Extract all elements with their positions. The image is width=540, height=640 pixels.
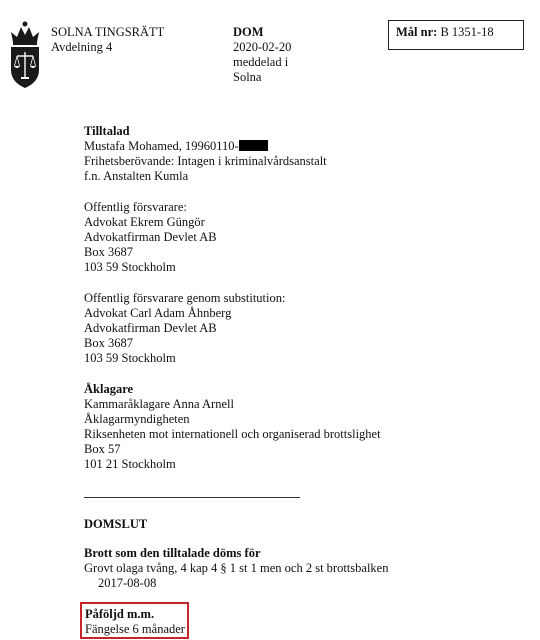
substitute-box: Box 3687 xyxy=(84,336,133,350)
counsel-name: Advokat Ekrem Güngör xyxy=(84,215,205,229)
sanction-heading: Påföljd m.m. xyxy=(85,607,155,621)
sanction-highlight-box xyxy=(80,602,189,639)
defendant-custody: Frihetsberövande: Intagen i kriminalvårdsanstalt xyxy=(84,154,327,168)
prosecutor-agency: Åklagarmyndigheten xyxy=(84,412,190,426)
defendant-name xyxy=(84,139,514,154)
prosecutor-name: Kammaråklagare Anna Arnell xyxy=(84,397,234,411)
court-header xyxy=(51,25,164,55)
counsel-title: Offentlig försvarare: xyxy=(84,200,187,214)
case-number-box xyxy=(388,20,524,50)
crime-section xyxy=(84,546,514,591)
counsel-city: 103 59 Stockholm xyxy=(84,260,176,274)
document-meta xyxy=(233,25,291,85)
crime-date: 2017-08-08 xyxy=(98,576,157,590)
issued-label: meddelad i xyxy=(233,55,289,69)
case-number-label: Mål nr: xyxy=(396,25,438,39)
defendant-heading: Tilltalad xyxy=(84,124,130,138)
substitute-name: Advokat Carl Adam Åhnberg xyxy=(84,306,232,320)
prosecutor-city: 101 21 Stockholm xyxy=(84,457,176,471)
counsel-firm: Advokatfirman Devlet AB xyxy=(84,230,217,244)
section-divider xyxy=(84,497,300,498)
verdict-heading: DOMSLUT xyxy=(84,517,148,531)
case-number: B 1351-18 xyxy=(440,25,494,39)
document-type: DOM xyxy=(233,25,264,39)
prosecutor-box: Box 57 xyxy=(84,442,121,456)
crime-heading: Brott som den tilltalade döms för xyxy=(84,546,261,560)
prosecutor-unit: Riksenheten mot internationell och organiserad brottslighet xyxy=(84,427,381,441)
court-crest-icon xyxy=(6,20,44,90)
sanction-value: Fängelse 6 månader xyxy=(85,622,185,636)
substitute-city: 103 59 Stockholm xyxy=(84,351,176,365)
redaction-bar xyxy=(239,140,268,151)
substitute-title: Offentlig försvarare genom substitution: xyxy=(84,291,286,305)
crime-description: Grovt olaga tvång, 4 kap 4 § 1 st 1 men och 2 st brottsbalken xyxy=(84,561,389,575)
defendant-location: f.n. Anstalten Kumla xyxy=(84,169,189,183)
defendant-name-id: Mustafa Mohamed, 19960110- xyxy=(84,139,239,153)
prosecutor-heading: Åklagare xyxy=(84,382,134,396)
substitute-firm: Advokatfirman Devlet AB xyxy=(84,321,217,335)
issued-place: Solna xyxy=(233,70,262,84)
document-date: 2020-02-20 xyxy=(233,40,292,54)
court-division: Avdelning 4 xyxy=(51,40,113,54)
parties-section xyxy=(84,124,514,472)
court-name: SOLNA TINGSRÄTT xyxy=(51,25,165,39)
counsel-box: Box 3687 xyxy=(84,245,133,259)
